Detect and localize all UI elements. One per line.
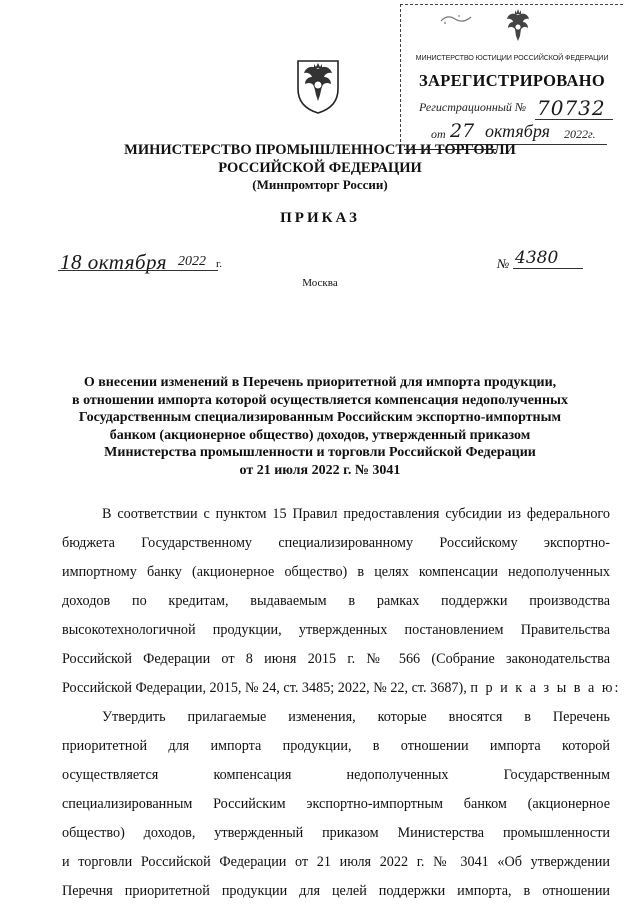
document-title (60, 374, 580, 479)
order-city: Москва (302, 277, 338, 289)
body-line (62, 680, 621, 697)
order-number-underline (513, 268, 583, 269)
stamp-overlap-line (404, 149, 496, 150)
body-line: бюджета Государственному специализированному Российскому экспортно- (62, 535, 610, 551)
body-line: и торговли Российской Федерации от 21 июля 2022 г. № 3041 «Об утверждении (62, 854, 610, 870)
coat-of-arms-emblem-icon (294, 55, 342, 115)
stamp-reg-number-underline (535, 119, 613, 120)
stamp-blot (439, 13, 473, 27)
body-line: доходов по кредитам, выдаваемым в рамках поддержки производства (62, 593, 610, 609)
order-date-handwritten: 18 октября (60, 250, 168, 274)
order-year: 2022 (178, 254, 206, 269)
title-line: Государственным специализированным Российским экспортно-импортным (78, 410, 562, 425)
body-line: осуществляется компенсация недополученных Государственным (62, 767, 610, 783)
title-line: Министерства промышленности и торговли Российской Федерации (104, 445, 536, 460)
body-line: высокотехнологичной продукции, утвержденных постановлением Правительства (62, 622, 610, 638)
stamp-date-month: октября (485, 121, 550, 141)
stamp-registered-label: ЗАРЕГИСТРИРОВАНО (418, 71, 606, 90)
stamp-date-year: 2022г. (564, 127, 596, 141)
order-number: 4380 (515, 248, 559, 268)
ministry-name-line2: РОССИЙСКОЙ ФЕДЕРАЦИИ (218, 160, 422, 176)
ministry-name-line1: МИНИСТЕРСТВО ПРОМЫШЛЕННОСТИ И ТОРГОВЛИ (124, 142, 516, 158)
registration-stamp (400, 4, 623, 147)
document-type-heading: ПРИКАЗ (280, 210, 360, 226)
order-word: п р и к а з ы в а ю: (470, 680, 621, 696)
order-date-underline (58, 270, 218, 271)
body-line: импортному банку (акционерное общество) в целях компенсации недополученных (62, 564, 610, 580)
stamp-department: МИНИСТЕРСТВО ЮСТИЦИИ РОССИЙСКОЙ ФЕДЕРАЦИИ (415, 53, 609, 62)
order-year-suffix: г. (216, 258, 223, 270)
title-line: О внесении изменений в Перечень приоритетной для импорта продукции, (83, 375, 557, 390)
body-line: Утвердить прилагаемые изменения, которые вносятся в Перечень (102, 709, 610, 725)
stamp-date-prefix: от (431, 127, 446, 141)
order-number-sign: № (497, 256, 510, 271)
ministry-short-name: (Минпромторг России) (252, 177, 388, 192)
body-line: Перечня приоритетной продукции для целей поддержки импорта, в отношении (62, 883, 610, 899)
body-line: Российской Федерации от 8 июня 2015 г. № 566 (Собрание законодательства (62, 651, 610, 667)
body-line: приоритетной для импорта продукции, в отношении импорта которой (62, 738, 610, 754)
title-line: в отношении импорта которой осуществляется компенсация недополученных (72, 392, 568, 408)
body-line: В соответствии с пунктом 15 Правил предоставления субсидии из федерального (102, 506, 610, 522)
body-line: общество) доходов, утвержденный приказом Министерства промышленности (62, 825, 610, 841)
stamp-date-day: 27 (450, 120, 475, 142)
stamp-coat-of-arms-icon (501, 7, 535, 47)
body-line-text: Российской Федерации, 2015, № 24, ст. 3485; 2022, № 22, ст. 3687), (62, 680, 467, 696)
title-line: от 21 июля 2022 г. № 3041 (239, 462, 401, 478)
body-line: специализированным Российским экспортно-импортным банком (акционерное (62, 796, 610, 812)
stamp-reg-number: 70732 (537, 96, 606, 120)
title-line: банком (акционерное общество) доходов, утвержденный приказом (109, 427, 531, 443)
stamp-reg-number-label: Регистрационный № (419, 100, 527, 114)
